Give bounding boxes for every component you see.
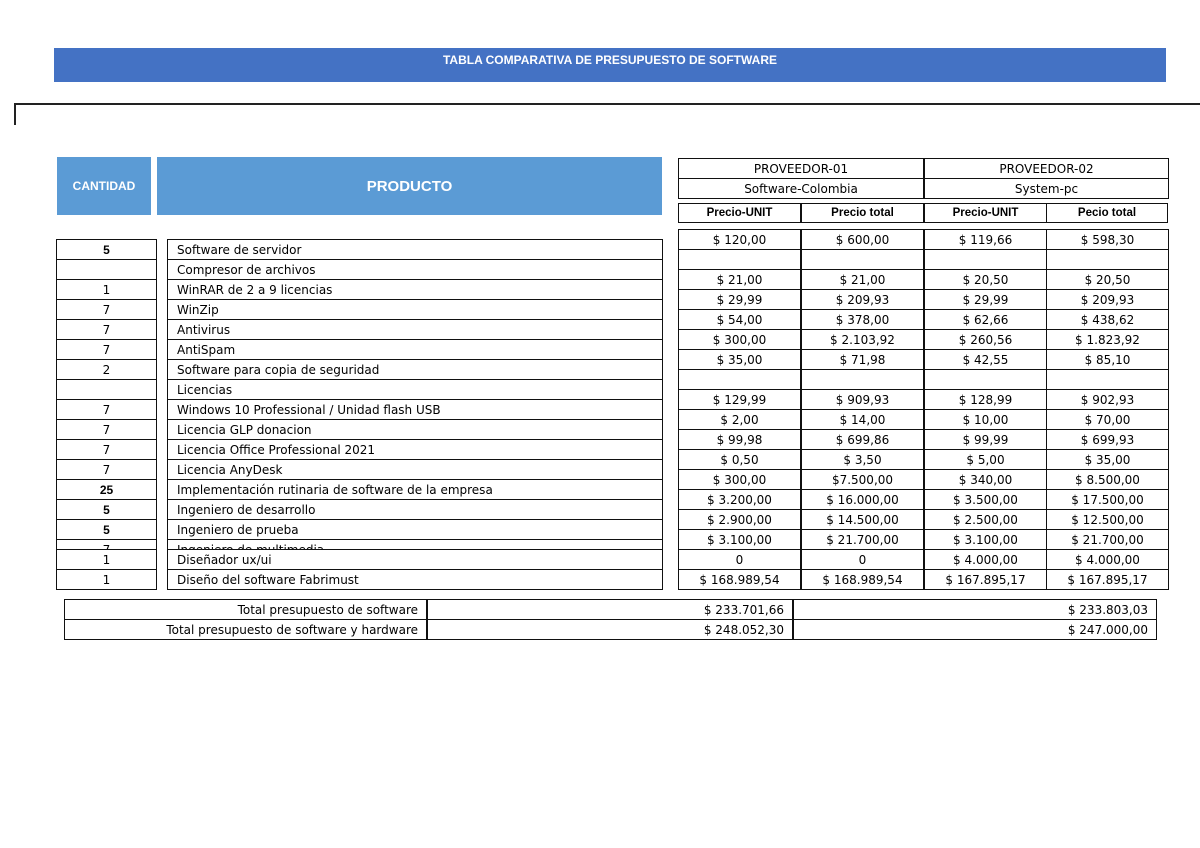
- price-cell: $ 300,00: [678, 469, 801, 490]
- price-cell: 0: [678, 549, 801, 570]
- header-p2-unit: Precio-UNIT: [924, 203, 1047, 223]
- product-cell: Software para copia de seguridad: [167, 359, 663, 380]
- price-cell: $ 3.100,00: [924, 529, 1047, 550]
- quantity-cell: 7: [56, 399, 157, 420]
- price-cell: $ 16.000,00: [801, 489, 924, 510]
- price-cell: $ 42,55: [924, 349, 1047, 370]
- price-cell: $ 209,93: [801, 289, 924, 310]
- price-cell: [678, 249, 801, 270]
- quantity-cell: 2: [56, 359, 157, 380]
- price-cell: $ 62,66: [924, 309, 1047, 330]
- header-proveedor-02: PROVEEDOR-02: [924, 158, 1169, 179]
- product-cell: Diseñador ux/ui: [167, 549, 663, 570]
- price-cell: [924, 369, 1047, 390]
- product-cell: Diseño del software Fabrimust: [167, 569, 663, 590]
- price-cell: $ 20,50: [1046, 269, 1169, 290]
- header-producto: PRODUCTO: [157, 157, 662, 215]
- price-cell: $ 1.823,92: [1046, 329, 1169, 350]
- quantity-cell: 7: [56, 459, 157, 480]
- product-cell: Licencias: [167, 379, 663, 400]
- price-cell: $ 3.200,00: [678, 489, 801, 510]
- quantity-cell: 7: [56, 339, 157, 360]
- header-p1-unit: Precio-UNIT: [678, 203, 801, 223]
- price-cell: $ 17.500,00: [1046, 489, 1169, 510]
- header-cantidad: CANTIDAD: [57, 157, 151, 215]
- price-cell: $ 128,99: [924, 389, 1047, 410]
- total-proveedor-01: $ 233.701,66: [427, 599, 793, 620]
- price-cell: $ 14.500,00: [801, 509, 924, 530]
- total-label: Total presupuesto de software: [64, 599, 427, 620]
- quantity-cell: 5: [56, 239, 157, 260]
- price-cell: $ 4.000,00: [1046, 549, 1169, 570]
- quantity-cell: 5: [56, 519, 157, 540]
- header-p1-total: Precio total: [801, 203, 924, 223]
- product-cell: Software de servidor: [167, 239, 663, 260]
- price-cell: $ 21.700,00: [1046, 529, 1169, 550]
- price-cell: [1046, 369, 1169, 390]
- price-cell: $ 21,00: [678, 269, 801, 290]
- product-cell: WinRAR de 2 a 9 licencias: [167, 279, 663, 300]
- header-proveedor-02-name: System-pc: [924, 178, 1169, 199]
- price-cell: $ 438,62: [1046, 309, 1169, 330]
- price-cell: $ 3.500,00: [924, 489, 1047, 510]
- price-cell: $ 5,00: [924, 449, 1047, 470]
- price-cell: $ 21,00: [801, 269, 924, 290]
- price-cell: $ 35,00: [678, 349, 801, 370]
- price-cell: $ 4.000,00: [924, 549, 1047, 570]
- quantity-cell: 5: [56, 499, 157, 520]
- price-cell: $ 119,66: [924, 229, 1047, 250]
- price-cell: 0: [801, 549, 924, 570]
- price-cell: [801, 369, 924, 390]
- price-cell: $ 21.700,00: [801, 529, 924, 550]
- price-cell: $ 12.500,00: [1046, 509, 1169, 530]
- header-proveedor-01-name: Software-Colombia: [678, 178, 924, 199]
- product-cell: Licencia GLP donacion: [167, 419, 663, 440]
- price-cell: $ 14,00: [801, 409, 924, 430]
- quantity-cell: 7: [56, 319, 157, 340]
- product-cell: Ingeniero de desarrollo: [167, 499, 663, 520]
- price-cell: $ 54,00: [678, 309, 801, 330]
- price-cell: $ 699,86: [801, 429, 924, 450]
- price-cell: $ 167.895,17: [924, 569, 1047, 590]
- price-cell: $ 29,99: [924, 289, 1047, 310]
- quantity-cell: 1: [56, 569, 157, 590]
- total-proveedor-02: $ 233.803,03: [793, 599, 1157, 620]
- price-cell: $ 699,93: [1046, 429, 1169, 450]
- total-label: Total presupuesto de software y hardware: [64, 619, 427, 640]
- quantity-cell: 7: [56, 419, 157, 440]
- price-cell: $ 20,50: [924, 269, 1047, 290]
- price-cell: $ 3,50: [801, 449, 924, 470]
- header-proveedor-01: PROVEEDOR-01: [678, 158, 924, 179]
- product-cell: Licencia Office Professional 2021: [167, 439, 663, 460]
- price-cell: $ 2.900,00: [678, 509, 801, 530]
- quantity-cell: 1: [56, 279, 157, 300]
- product-cell: Licencia AnyDesk: [167, 459, 663, 480]
- price-cell: $ 600,00: [801, 229, 924, 250]
- product-cell: Windows 10 Professional / Unidad flash USB: [167, 399, 663, 420]
- product-cell: Compresor de archivos: [167, 259, 663, 280]
- total-proveedor-02: $ 247.000,00: [793, 619, 1157, 640]
- total-proveedor-01: $ 248.052,30: [427, 619, 793, 640]
- price-cell: $ 35,00: [1046, 449, 1169, 470]
- divider-tick: [14, 103, 16, 125]
- quantity-cell: 1: [56, 549, 157, 570]
- quantity-cell: 7: [56, 299, 157, 320]
- price-cell: $ 209,93: [1046, 289, 1169, 310]
- price-cell: $ 29,99: [678, 289, 801, 310]
- price-cell: $ 99,98: [678, 429, 801, 450]
- product-cell: Implementación rutinaria de software de la empresa: [167, 479, 663, 500]
- price-cell: $ 70,00: [1046, 409, 1169, 430]
- header-p2-total: Pecio total: [1046, 203, 1168, 223]
- product-cell: Ingeniero de prueba: [167, 519, 663, 540]
- price-cell: $ 902,93: [1046, 389, 1169, 410]
- price-cell: $ 85,10: [1046, 349, 1169, 370]
- price-cell: $ 909,93: [801, 389, 924, 410]
- price-cell: $ 3.100,00: [678, 529, 801, 550]
- product-cell: AntiSpam: [167, 339, 663, 360]
- price-cell: [1046, 249, 1169, 270]
- price-cell: $ 120,00: [678, 229, 801, 250]
- page-title: TABLA COMPARATIVA DE PRESUPUESTO DE SOFTWARE: [54, 48, 1166, 82]
- price-cell: $ 168.989,54: [801, 569, 924, 590]
- price-cell: $ 378,00: [801, 309, 924, 330]
- product-cell: WinZip: [167, 299, 663, 320]
- price-cell: $ 0,50: [678, 449, 801, 470]
- product-cell: Antivirus: [167, 319, 663, 340]
- quantity-cell: [56, 379, 157, 400]
- price-cell: $ 168.989,54: [678, 569, 801, 590]
- price-cell: [924, 249, 1047, 270]
- price-cell: $ 10,00: [924, 409, 1047, 430]
- price-cell: $ 300,00: [678, 329, 801, 350]
- price-cell: $ 2.103,92: [801, 329, 924, 350]
- price-cell: $ 598,30: [1046, 229, 1169, 250]
- price-cell: $ 167.895,17: [1046, 569, 1169, 590]
- price-cell: $ 129,99: [678, 389, 801, 410]
- price-cell: $ 2,00: [678, 409, 801, 430]
- divider-line: [14, 103, 1200, 105]
- price-cell: [801, 249, 924, 270]
- price-cell: $ 2.500,00: [924, 509, 1047, 530]
- price-cell: $ 260,56: [924, 329, 1047, 350]
- quantity-cell: 25: [56, 479, 157, 500]
- quantity-cell: 7: [56, 439, 157, 460]
- price-cell: $7.500,00: [801, 469, 924, 490]
- price-cell: $ 99,99: [924, 429, 1047, 450]
- price-cell: $ 340,00: [924, 469, 1047, 490]
- quantity-cell: [56, 259, 157, 280]
- price-cell: [678, 369, 801, 390]
- price-cell: $ 71,98: [801, 349, 924, 370]
- price-cell: $ 8.500,00: [1046, 469, 1169, 490]
